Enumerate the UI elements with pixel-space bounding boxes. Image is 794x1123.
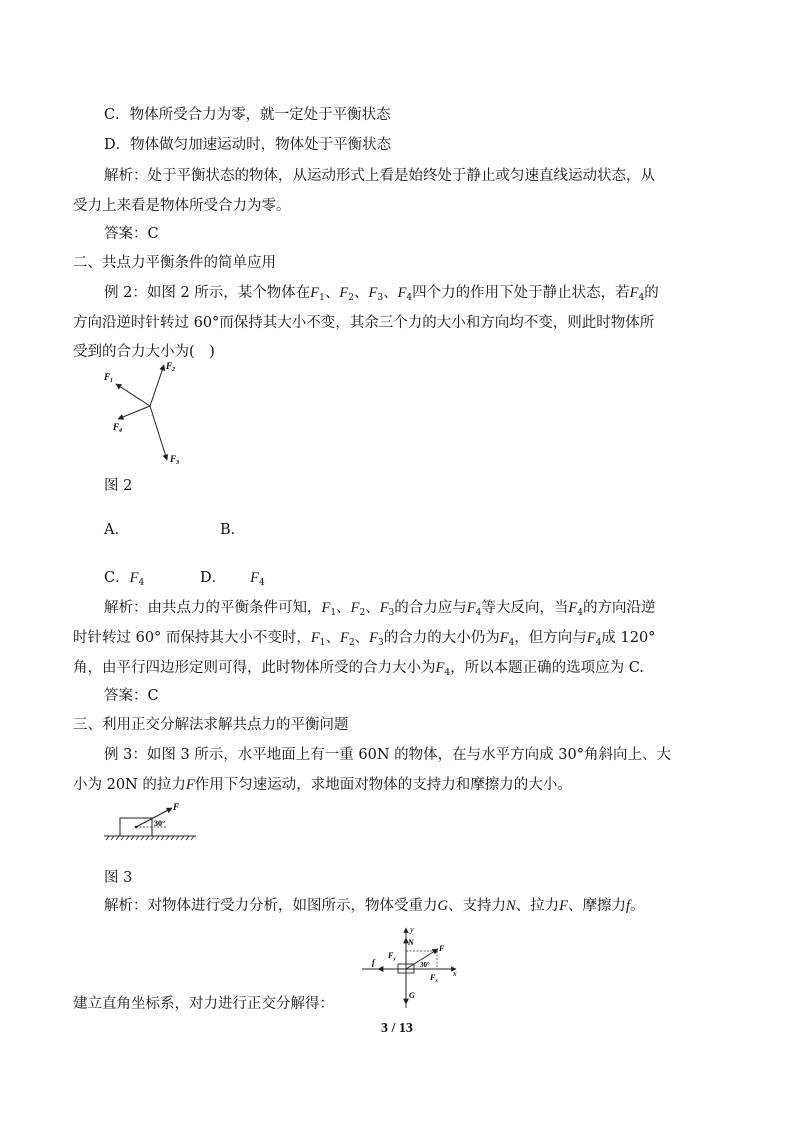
figure-2-diagram [98, 356, 198, 468]
answer-2: 答案：C [104, 688, 159, 704]
page-number: 3 / 13 [381, 1021, 413, 1036]
coordinate-line: 建立直角坐标系，对力进行正交分解得： [73, 996, 334, 1012]
example-3-line-2: 小为 20N 的拉力F作用下匀速运动，求地面对物体的支持力和摩擦力的大小。 [73, 777, 572, 793]
label-f: F [439, 944, 445, 953]
analysis-1-line-2: 受力上来看是物体所受合力为零。 [73, 198, 291, 214]
force-f3-arrow [150, 406, 167, 460]
analysis-3-line: 解析：对物体进行受力分析，如图所示，物体受重力G、支持力N、拉力F、摩擦力f。 [104, 898, 645, 914]
label-f4: $F_4$ [113, 422, 123, 434]
label-f2: $F_2$ [166, 361, 176, 373]
force-f4-arrow [118, 406, 150, 419]
option-b-2: B． [220, 522, 246, 538]
label-f1: $F_1$ [104, 372, 114, 384]
example-3-line-1: 例 3：如图 3 所示，水平地面上有一重 60N 的物体，在与水平方向成 30°角斜向上、大 [104, 747, 671, 763]
analysis-2-line-3: 角，由平行四边形定则可得，此时物体所受的合力大小为$F_4$，所以本题正确的选项应为 C. [73, 660, 644, 678]
label-x-axis: x [453, 969, 457, 978]
option-d: D．物体做匀加速运动时，物体处于平衡状态 [104, 137, 392, 153]
force-decomposition-diagram [360, 924, 462, 1010]
label-n: N [408, 938, 414, 947]
figure-3-caption: 图 3 [104, 870, 133, 886]
figure-3-diagram [100, 798, 200, 846]
example-2-line-1: 例 2：如图 2 所示，某个物体在$F_1$、$F_2$、$F_3$、$F_4$四个力的作用下处于静止状态，若$F_4$的 [104, 285, 659, 303]
label-friction: f [372, 958, 375, 967]
ground-hatch [106, 836, 194, 840]
analysis-2-line-2: 时针转过 60° 而保持其大小不变时，$F_1$、$F_2$、$F_3$的合力的大小仍为$F_4$，但方向与$F_4$成 120° [73, 630, 656, 648]
example-2-line-3: 受到的合力大小为( ) [73, 344, 215, 360]
example-2-line-2: 方向沿逆时针转过 60°而保持其大小不变，其余三个力的大小和方向均不变，则此时物体所 [73, 315, 655, 331]
force-f1-arrow [116, 384, 150, 406]
label-f3: $F_3$ [170, 454, 180, 466]
label-g: G [409, 991, 415, 1000]
option-d-2: D． $F_4$ [200, 570, 265, 588]
analysis-2-line-1: 解析：由共点力的平衡条件可知，$F_1$、$F_2$、$F_3$的合力应与$F_4$等大反向，当$F_4$的方向沿逆 [104, 600, 656, 618]
answer-1: 答案：C [104, 226, 159, 242]
label-y-axis: y [410, 925, 414, 934]
section-2-heading: 二、共点力平衡条件的简单应用 [73, 255, 276, 271]
option-a-2: A． [104, 522, 129, 538]
label-fy: $F_y$ [388, 951, 396, 962]
label-fx: $F_x$ [430, 973, 438, 984]
option-c-2: C．$F_4$ [104, 570, 145, 588]
option-c: C．物体所受合力为零，就一定处于平衡状态 [104, 107, 391, 123]
force-f2-arrow [150, 365, 164, 406]
figure-2-caption: 图 2 [104, 478, 133, 494]
analysis-1-line-1: 解析：处于平衡状态的物体，从运动形式上看是始终处于静止或匀速直线运动状态，从 [104, 168, 655, 184]
label-angle-2: 30° [420, 961, 430, 969]
label-force-f: F [173, 802, 180, 812]
section-3-heading: 三、利用正交分解法求解共点力的平衡问题 [73, 717, 349, 733]
label-angle: 30° [154, 819, 166, 828]
